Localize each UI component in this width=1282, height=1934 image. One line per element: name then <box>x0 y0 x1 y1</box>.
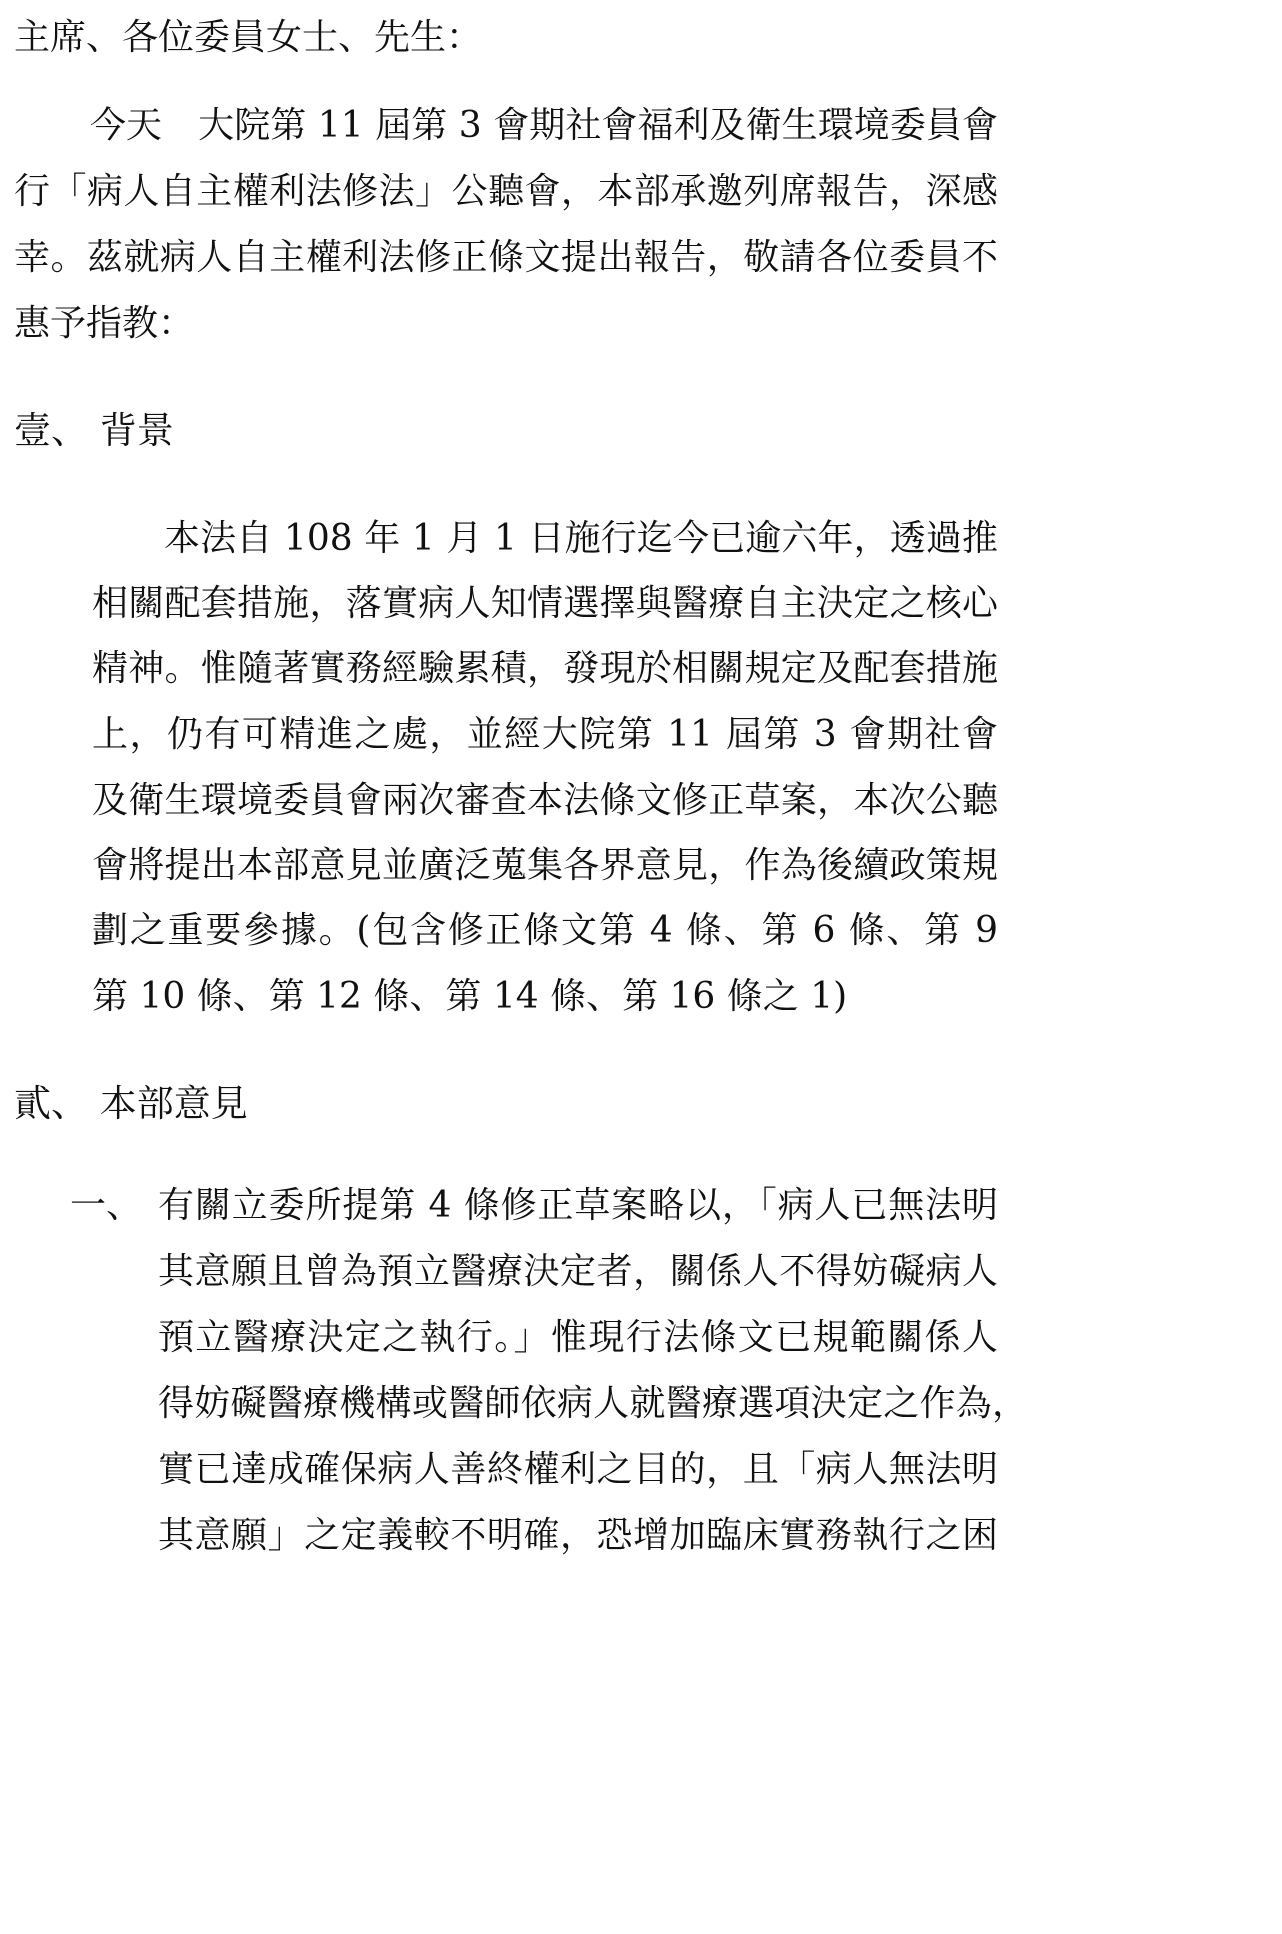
section1-line: 相關配套措施，落實病人知情選擇與醫療自主決定之核心 <box>92 583 998 624</box>
section1-line: 第 10 條、第 12 條、第 14 條、第 16 條之 1) <box>92 976 848 1017</box>
item-number-marker: 一、 <box>70 1185 143 1226</box>
item1-line: 其意願」之定義較不明確，恐增加臨床實務執行之困 <box>158 1515 998 1556</box>
item1-line: 預立醫療決定之執行。」惟現行法條文已規範關係人 <box>158 1317 998 1358</box>
salutation: 主席、各位委員女士、先生： <box>14 17 483 58</box>
item1-line: 實已達成確保病人善終權利之目的，且「病人無法明 <box>158 1449 998 1490</box>
intro-line: 幸。茲就病人自主權利法修正條文提出報告，敬請各位委員不 <box>14 237 998 278</box>
section-heading-ministry-opinion: 貳、 本部意見 <box>14 1082 248 1125</box>
section1-line: 劃之重要參據。(包含修正條文第 4 條、第 6 條、第 9 <box>92 910 998 951</box>
section-heading-background: 壹、 背景 <box>14 409 174 452</box>
section1-line: 會將提出本部意見並廣泛蒐集各界意見，作為後續政策規 <box>92 845 998 886</box>
section1-line: 及衛生環境委員會兩次審查本法條文修正草案，本次公聽 <box>92 780 998 821</box>
section1-line: 上，仍有可精進之處，並經大院第 11 屆第 3 會期社會 <box>92 714 998 755</box>
section1-line: 本法自 108 年 1 月 1 日施行迄今已逾六年，透過推 <box>164 518 998 559</box>
intro-line: 惠予指教： <box>14 303 195 344</box>
item1-line: 得妨礙醫療機構或醫師依病人就醫療選項決定之作為， <box>158 1383 1028 1424</box>
item1-line: 有關立委所提第 4 條修正草案略以，「病人已無法明 <box>158 1185 998 1226</box>
intro-line: 行「病人自主權利法修法」公聽會，本部承邀列席報告，深感 <box>14 171 998 212</box>
intro-line: 今天 大院第 11 屆第 3 會期社會福利及衛生環境委員會 <box>90 105 998 146</box>
section1-line: 精神。惟隨著實務經驗累積，發現於相關規定及配套措施 <box>92 648 998 689</box>
item1-line: 其意願且曾為預立醫療決定者，關係人不得妨礙病人 <box>158 1251 998 1292</box>
